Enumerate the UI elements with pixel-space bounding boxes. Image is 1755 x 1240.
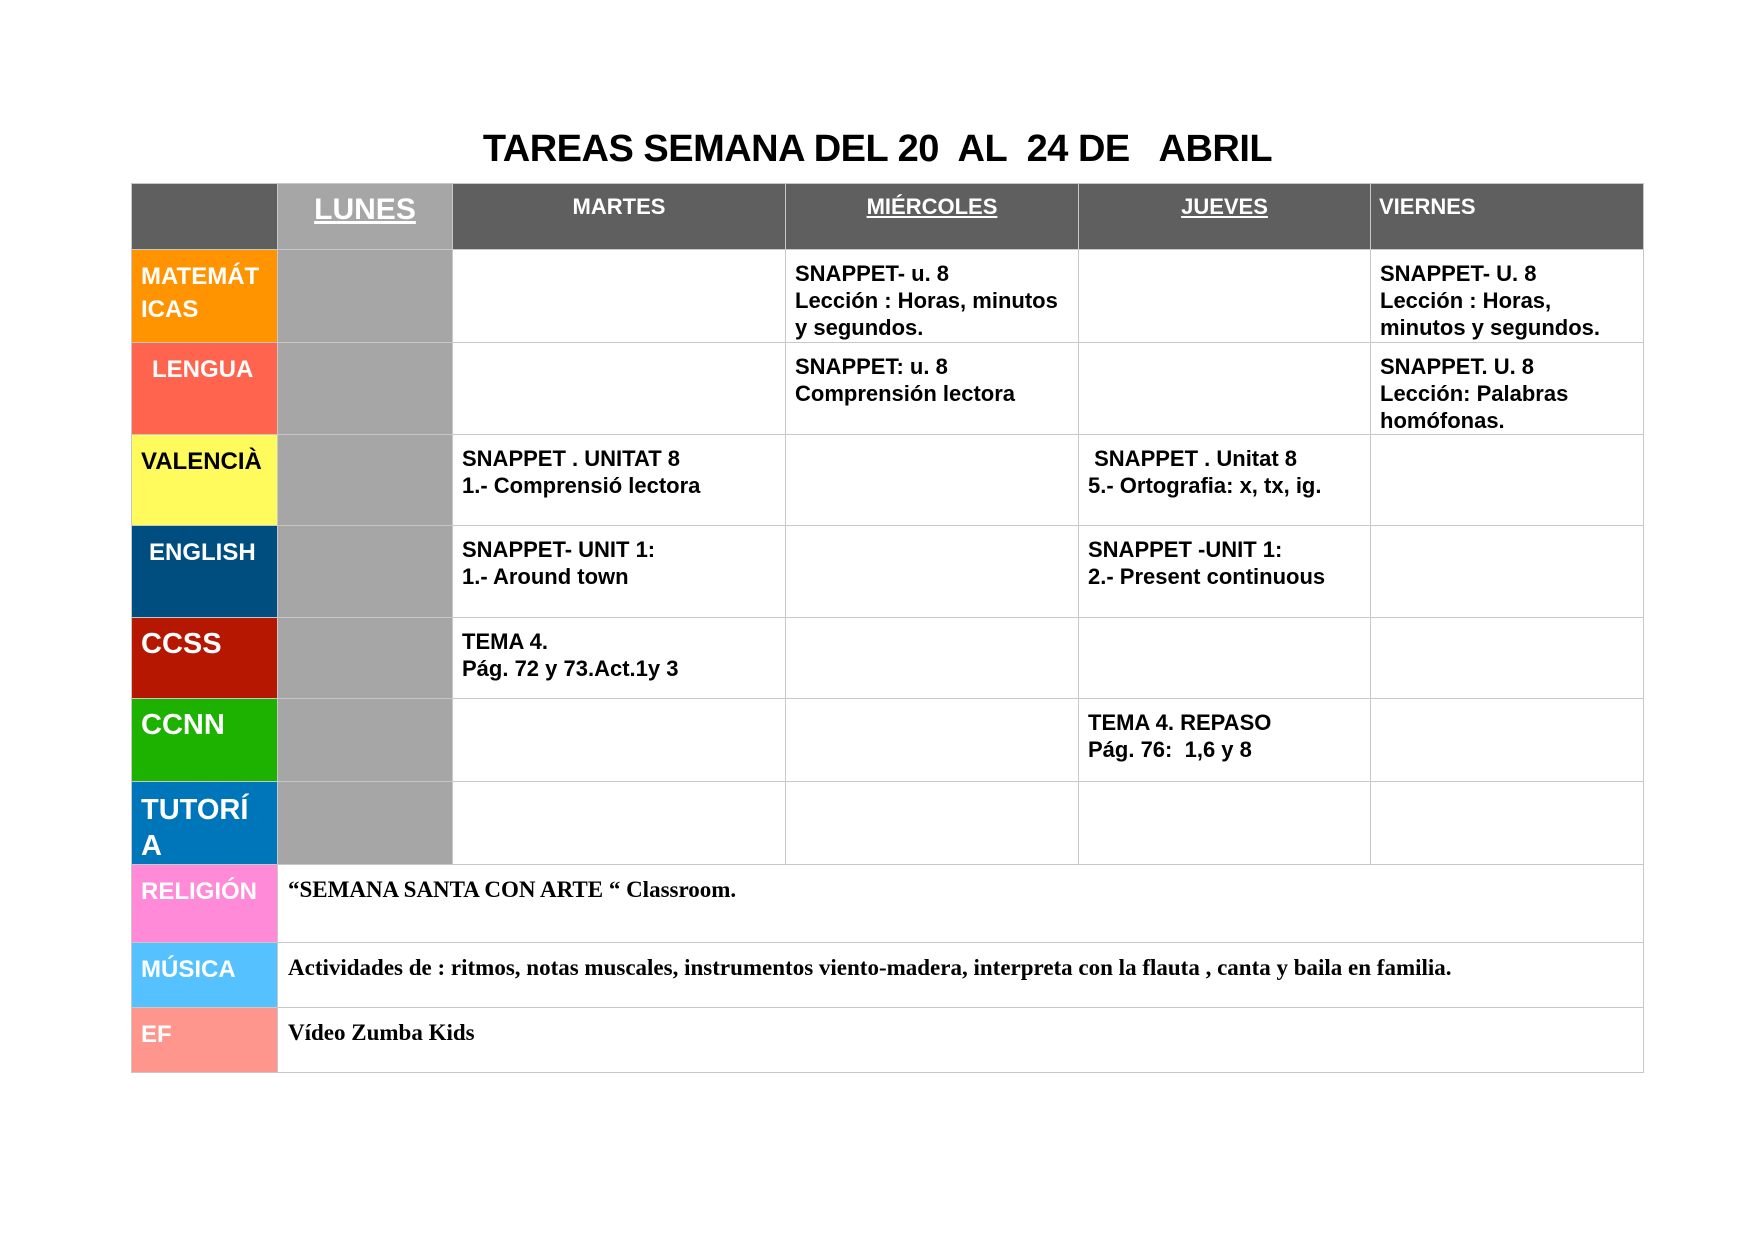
header-corner xyxy=(132,184,278,250)
cell-ccss-miercoles xyxy=(786,618,1079,699)
subject-lengua: LENGUA xyxy=(132,343,278,435)
cell-ef-week: Vídeo Zumba Kids xyxy=(278,1008,1644,1073)
cell-english-viernes xyxy=(1371,526,1644,618)
cell-ccnn-martes xyxy=(453,699,786,782)
page-title: TAREAS SEMANA DEL 20 AL 24 DE ABRIL xyxy=(482,128,1273,170)
header-viernes xyxy=(1371,184,1644,250)
cell-ccss-viernes xyxy=(1371,618,1644,699)
row-ef xyxy=(132,1008,1644,1073)
day-label-miercoles: MIÉRCOLES xyxy=(866,194,998,219)
cell-tutoria-miercoles xyxy=(786,782,1079,865)
row-valencia xyxy=(132,435,1644,526)
cell-tutoria-lunes xyxy=(278,782,453,865)
row-matematicas xyxy=(132,250,1644,343)
cell-valencia-martes: SNAPPET . UNITAT 8 1.- Comprensió lectora xyxy=(453,435,786,526)
schedule-table xyxy=(131,183,1644,1073)
cell-tutoria-viernes xyxy=(1371,782,1644,865)
subject-ccss: CCSS xyxy=(132,618,278,699)
cell-english-martes: SNAPPET- UNIT 1: 1.- Around town xyxy=(453,526,786,618)
subject-religion: RELIGIÓN xyxy=(132,865,278,943)
header-miercoles xyxy=(786,184,1079,250)
cell-lengua-lunes xyxy=(278,343,453,435)
day-label-martes: MARTES xyxy=(572,194,666,219)
cell-valencia-jueves: SNAPPET . Unitat 8 5.- Ortografia: x, tx, ig. xyxy=(1079,435,1371,526)
cell-lengua-martes xyxy=(453,343,786,435)
cell-ccnn-viernes xyxy=(1371,699,1644,782)
cell-lengua-miercoles: SNAPPET: u. 8 Comprensión lectora xyxy=(786,343,1079,435)
header-jueves xyxy=(1079,184,1371,250)
header-lunes xyxy=(278,184,453,250)
cell-musica-week: Actividades de : ritmos, notas muscales, instrumentos viento-madera, interpreta con la flauta , canta y baila en familia. xyxy=(278,943,1644,1008)
day-label-lunes: LUNES xyxy=(314,193,416,226)
subject-valencia: VALENCIÀ xyxy=(132,435,278,526)
header-row xyxy=(132,184,1644,250)
cell-matematicas-viernes: SNAPPET- U. 8 Lección : Horas, minutos y segundos. xyxy=(1371,250,1644,343)
day-label-viernes: VIERNES xyxy=(1379,194,1476,219)
cell-english-miercoles xyxy=(786,526,1079,618)
header-martes xyxy=(453,184,786,250)
cell-ccss-martes: TEMA 4. Pág. 72 y 73.Act.1y 3 xyxy=(453,618,786,699)
row-ccnn xyxy=(132,699,1644,782)
row-religion xyxy=(132,865,1644,943)
cell-ccss-lunes xyxy=(278,618,453,699)
cell-lengua-viernes: SNAPPET. U. 8 Lección: Palabras homófonas. xyxy=(1371,343,1644,435)
cell-religion-week: “SEMANA SANTA CON ARTE “ Classroom. xyxy=(278,865,1644,943)
subject-tutoria: TUTORÍ A xyxy=(132,782,278,865)
row-musica xyxy=(132,943,1644,1008)
row-tutoria xyxy=(132,782,1644,865)
cell-valencia-viernes xyxy=(1371,435,1644,526)
cell-ccnn-lunes xyxy=(278,699,453,782)
cell-ccnn-miercoles xyxy=(786,699,1079,782)
cell-matematicas-jueves xyxy=(1079,250,1371,343)
cell-tutoria-jueves xyxy=(1079,782,1371,865)
cell-ccss-jueves xyxy=(1079,618,1371,699)
cell-matematicas-martes xyxy=(453,250,786,343)
cell-english-jueves: SNAPPET -UNIT 1: 2.- Present continuous xyxy=(1079,526,1371,618)
subject-musica: MÚSICA xyxy=(132,943,278,1008)
cell-ccnn-jueves: TEMA 4. REPASO Pág. 76: 1,6 y 8 xyxy=(1079,699,1371,782)
subject-ef: EF xyxy=(132,1008,278,1073)
cell-matematicas-lunes xyxy=(278,250,453,343)
subject-ccnn: CCNN xyxy=(132,699,278,782)
subject-english: ENGLISH xyxy=(132,526,278,618)
subject-matematicas: MATEMÁT ICAS xyxy=(132,250,278,343)
cell-lengua-jueves xyxy=(1079,343,1371,435)
row-english xyxy=(132,526,1644,618)
day-label-jueves: JUEVES xyxy=(1181,194,1268,219)
cell-matematicas-miercoles: SNAPPET- u. 8 Lección : Horas, minutos y segundos. xyxy=(786,250,1079,343)
cell-valencia-miercoles xyxy=(786,435,1079,526)
row-lengua xyxy=(132,343,1644,435)
row-ccss xyxy=(132,618,1644,699)
cell-english-lunes xyxy=(278,526,453,618)
cell-tutoria-martes xyxy=(453,782,786,865)
cell-valencia-lunes xyxy=(278,435,453,526)
